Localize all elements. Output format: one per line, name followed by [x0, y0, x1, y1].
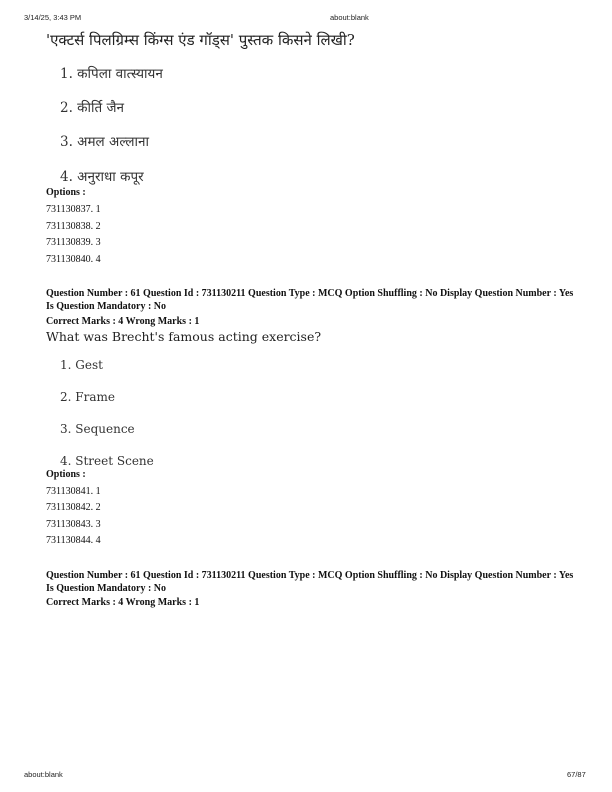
option-id-1: 731130841. 1: [46, 486, 101, 497]
marks-info: Correct Marks : 4 Wrong Marks : 1: [46, 597, 200, 608]
option-id-2: 731130842. 2: [46, 502, 101, 513]
choice-4: 4. Street Scene: [60, 454, 154, 468]
choice-1: 1. कपिला वात्स्यायन: [60, 66, 163, 82]
option-id-3: 731130839. 3: [46, 237, 101, 248]
print-datetime: 3/14/25, 3:43 PM: [24, 13, 82, 22]
option-id-4: 731130844. 4: [46, 535, 101, 546]
option-id-1: 731130837. 1: [46, 204, 101, 215]
question-text: 'एक्टर्स पिलग्रिम्स किंग्स एंड गॉड्स' पुस्तक किसने लिखी?: [46, 31, 355, 49]
footer-url: about:blank: [24, 770, 63, 779]
question-text: What was Brecht's famous acting exercise?: [46, 329, 322, 344]
option-id-3: 731130843. 3: [46, 519, 101, 530]
marks-info: Correct Marks : 4 Wrong Marks : 1: [46, 316, 200, 327]
options-label: Options :: [46, 187, 86, 198]
choice-1: 1. Gest: [60, 358, 103, 372]
option-id-2: 731130838. 2: [46, 221, 101, 232]
choice-2: 2. Frame: [60, 390, 115, 404]
options-label: Options :: [46, 469, 86, 480]
question-meta: Question Number : 61 Question Id : 731130211 Question Type : MCQ Option Shuffling : No Display Question Number : Yes Is Question Mandatory : No: [46, 288, 574, 312]
choice-3: 3. अमल अल्लाना: [60, 134, 150, 150]
page-number: 67/87: [567, 770, 586, 779]
print-url: about:blank: [330, 13, 369, 22]
choice-3: 3. Sequence: [60, 422, 135, 436]
question-meta: Question Number : 61 Question Id : 731130211 Question Type : MCQ Option Shuffling : No Display Question Number : Yes Is Question Mandatory : No: [46, 570, 574, 594]
choice-4: 4. अनुराधा कपूर: [60, 169, 144, 185]
choice-2: 2. कीर्ति जैन: [60, 100, 125, 116]
option-id-4: 731130840. 4: [46, 254, 101, 265]
